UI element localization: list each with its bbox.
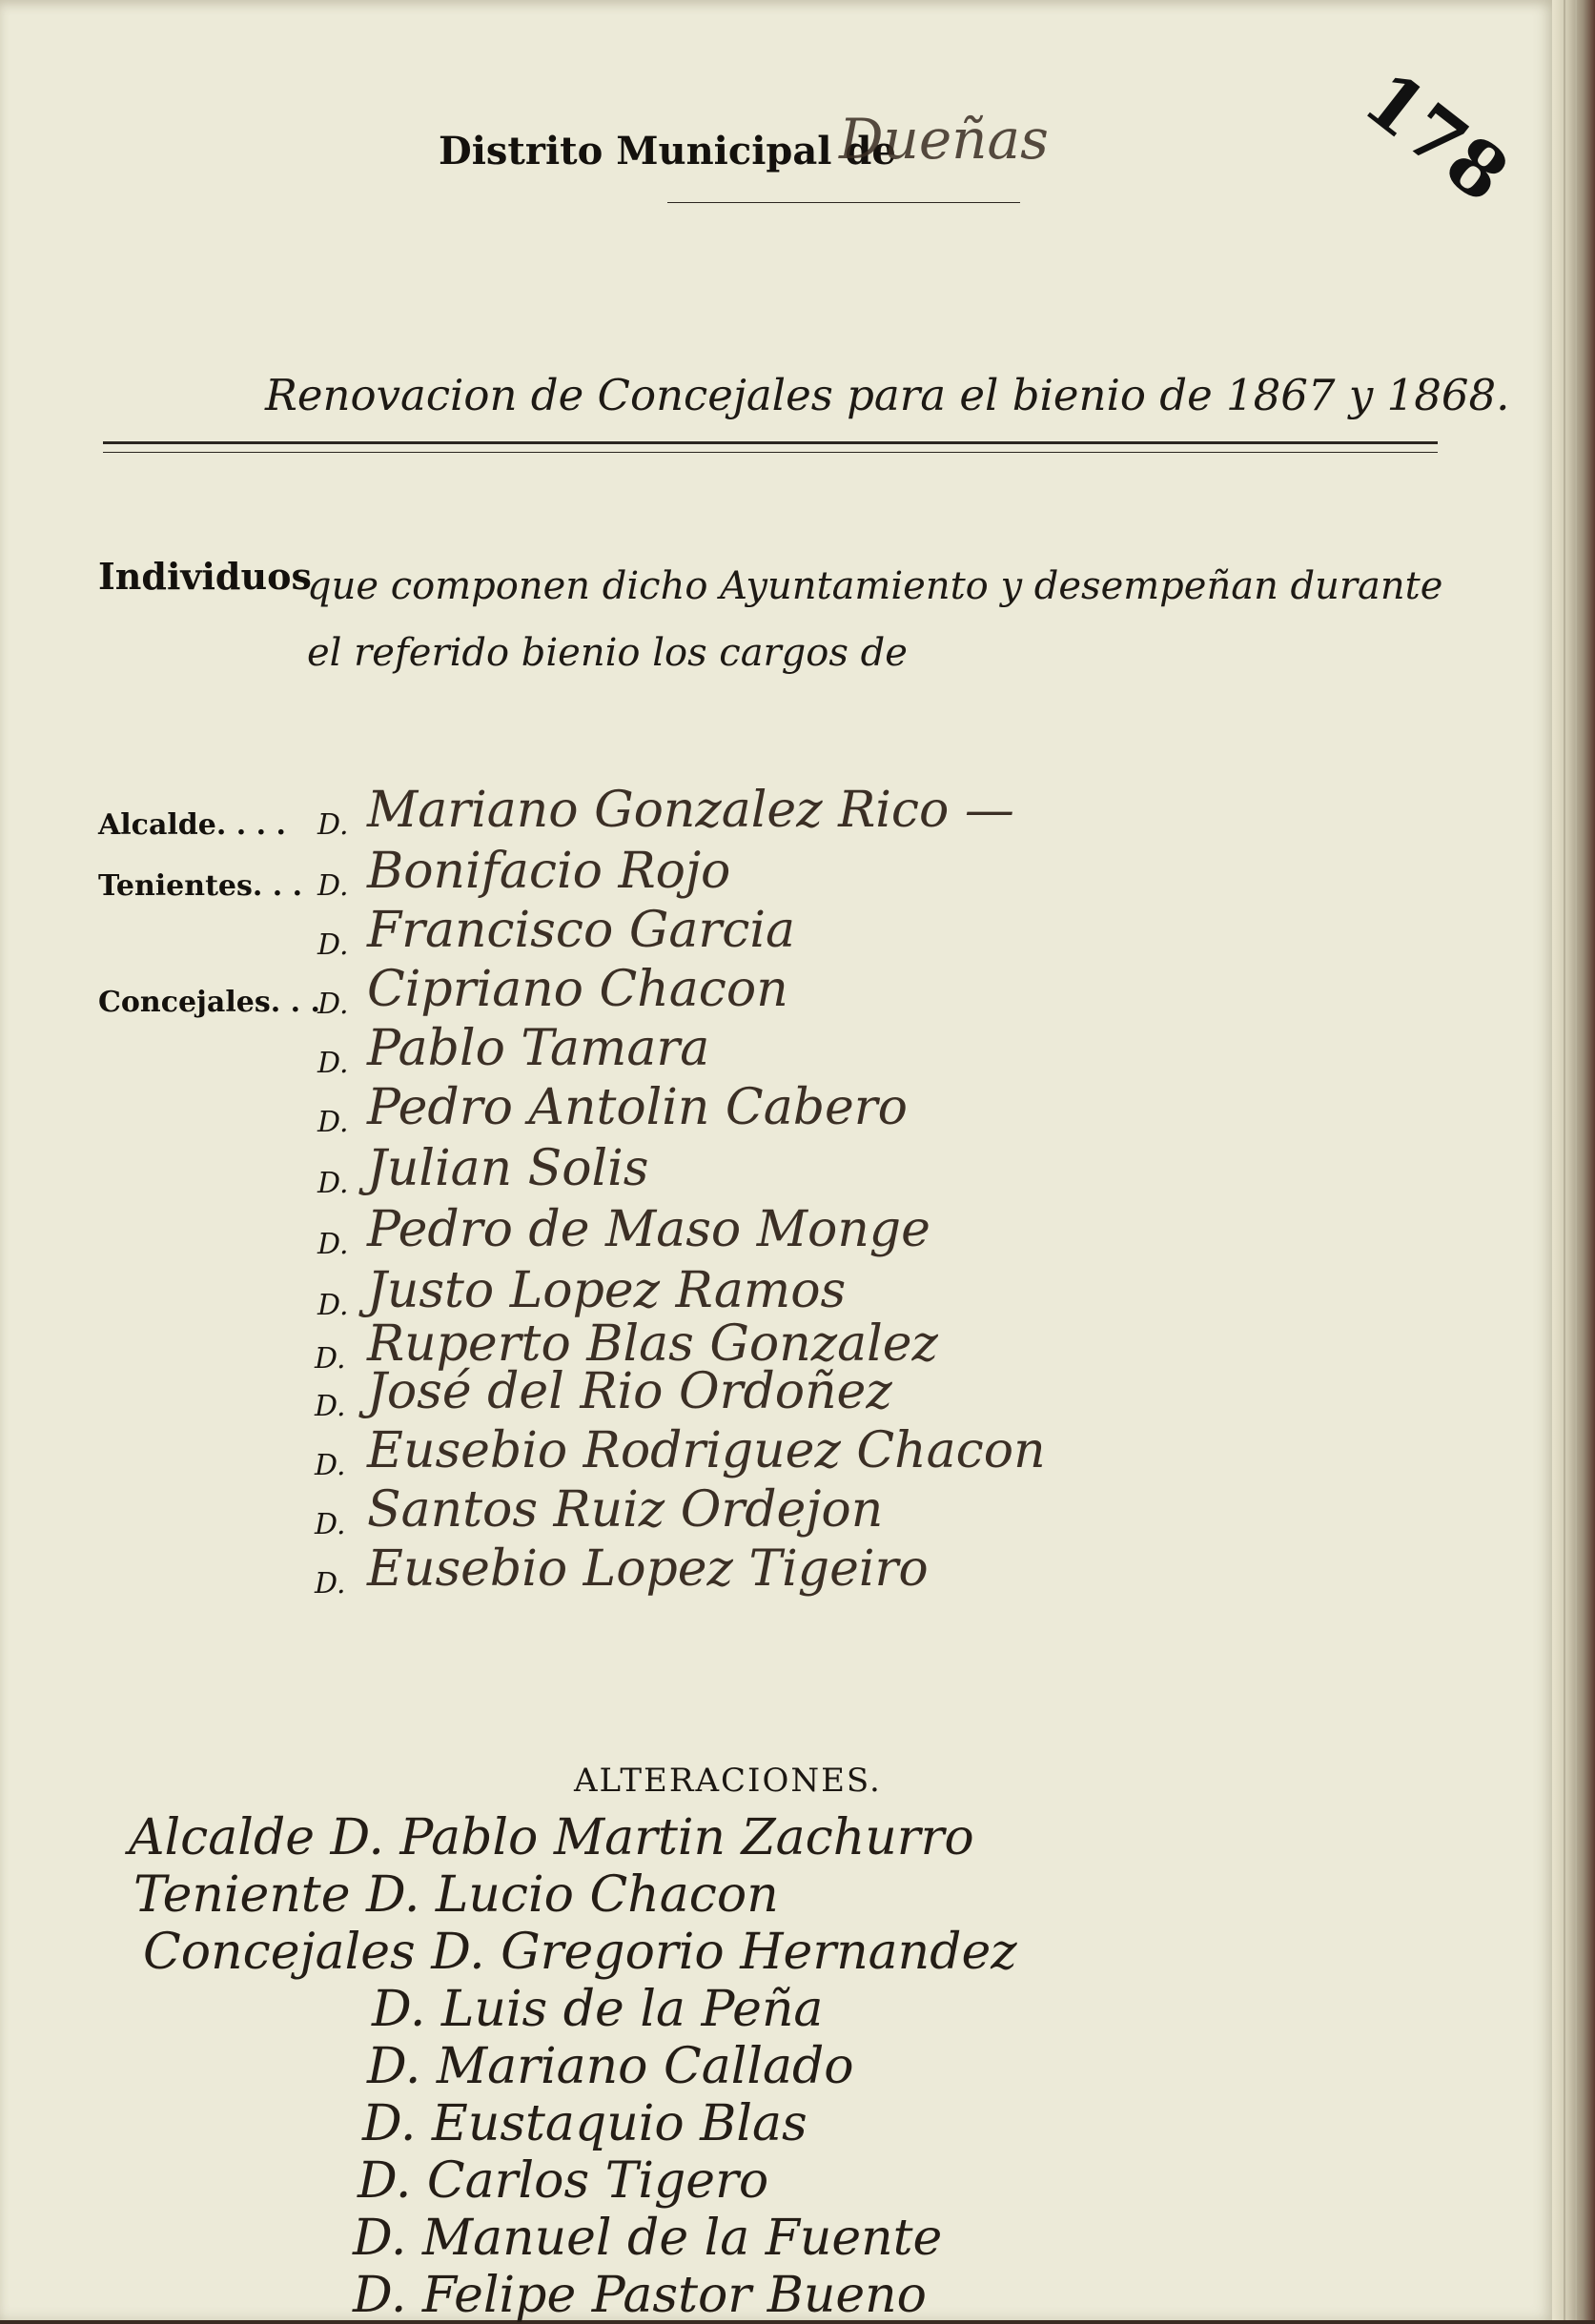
document-title: Renovacion de Concejales para el bienio de 1867 y 1868.: [265, 370, 1510, 420]
member-name: Eusebio Lopez Tigeiro: [367, 1540, 929, 1598]
alteracion-line: D. Manuel de la Fuente: [353, 2210, 943, 2267]
role-tenientes: Tenientes. . .: [98, 869, 303, 903]
individuos-heading: Individuos: [98, 555, 312, 598]
d-prefix: D.: [315, 1390, 346, 1423]
member-name: Pedro de Maso Monge: [367, 1201, 930, 1258]
d-prefix: D.: [315, 1567, 346, 1600]
d-prefix: D.: [317, 808, 349, 842]
member-name: Julian Solis: [367, 1140, 649, 1197]
alteracion-line: D. Carlos Tigero: [358, 2152, 769, 2210]
alteracion-line: D. Felipe Pastor Bueno: [353, 2267, 927, 2324]
page-edge-line: [1564, 0, 1565, 2320]
intro-line-2: el referido bienio los cargos de: [307, 631, 908, 675]
member-name: Santos Ruiz Ordejon: [367, 1481, 884, 1539]
member-name: Justo Lopez Ramos: [367, 1262, 847, 1319]
header-rule: [667, 202, 1020, 203]
alteracion-line: D. Eustaquio Blas: [362, 2095, 808, 2152]
alteracion-line: Concejales D. Gregorio Hernandez: [143, 1924, 1017, 1981]
district-name: Dueñas: [839, 107, 1049, 172]
d-prefix: D.: [315, 1508, 346, 1541]
title-rule-thick: [103, 441, 1438, 444]
role-alcalde: Alcalde. . . .: [98, 808, 286, 842]
d-prefix: D.: [315, 1449, 346, 1482]
d-prefix: D.: [315, 1342, 346, 1376]
page-edge-line: [1575, 0, 1577, 2320]
member-name: José del Rio Ordoñez: [367, 1363, 892, 1420]
d-prefix: D.: [317, 1228, 349, 1261]
member-name: Francisco Garcia: [367, 902, 795, 959]
d-prefix: D.: [317, 1167, 349, 1200]
d-prefix: D.: [317, 1047, 349, 1080]
member-name: Bonifacio Rojo: [367, 843, 731, 900]
alteracion-line: D. Mariano Callado: [367, 2038, 854, 2095]
alteracion-line: Alcalde D. Pablo Martin Zachurro: [129, 1809, 974, 1866]
d-prefix: D.: [317, 869, 349, 903]
d-prefix: D.: [317, 1289, 349, 1322]
member-name: Pablo Tamara: [367, 1020, 710, 1077]
alteraciones-title: ALTERACIONES.: [574, 1762, 882, 1800]
title-rule-thin: [103, 452, 1438, 453]
role-concejales: Concejales. . .: [98, 986, 320, 1019]
member-name: Mariano Gonzalez Rico —: [367, 782, 1014, 839]
d-prefix: D.: [317, 928, 349, 962]
intro-line-1: que componen dicho Ayuntamiento y desempeñan durante: [307, 564, 1443, 608]
d-prefix: D.: [317, 988, 349, 1021]
d-prefix: D.: [317, 1106, 349, 1139]
member-name: Pedro Antolin Cabero: [367, 1079, 908, 1136]
folio-number: 178: [1347, 55, 1524, 219]
alteracion-line: Teniente D. Lucio Chacon: [133, 1866, 779, 1924]
alteracion-line: D. Luis de la Peña: [372, 1981, 824, 2038]
member-name: Eusebio Rodriguez Chacon: [367, 1422, 1046, 1479]
district-label: Distrito Municipal de: [439, 129, 896, 173]
member-name: Ruperto Blas Gonzalez: [367, 1315, 938, 1373]
member-name: Cipriano Chacon: [367, 961, 788, 1018]
